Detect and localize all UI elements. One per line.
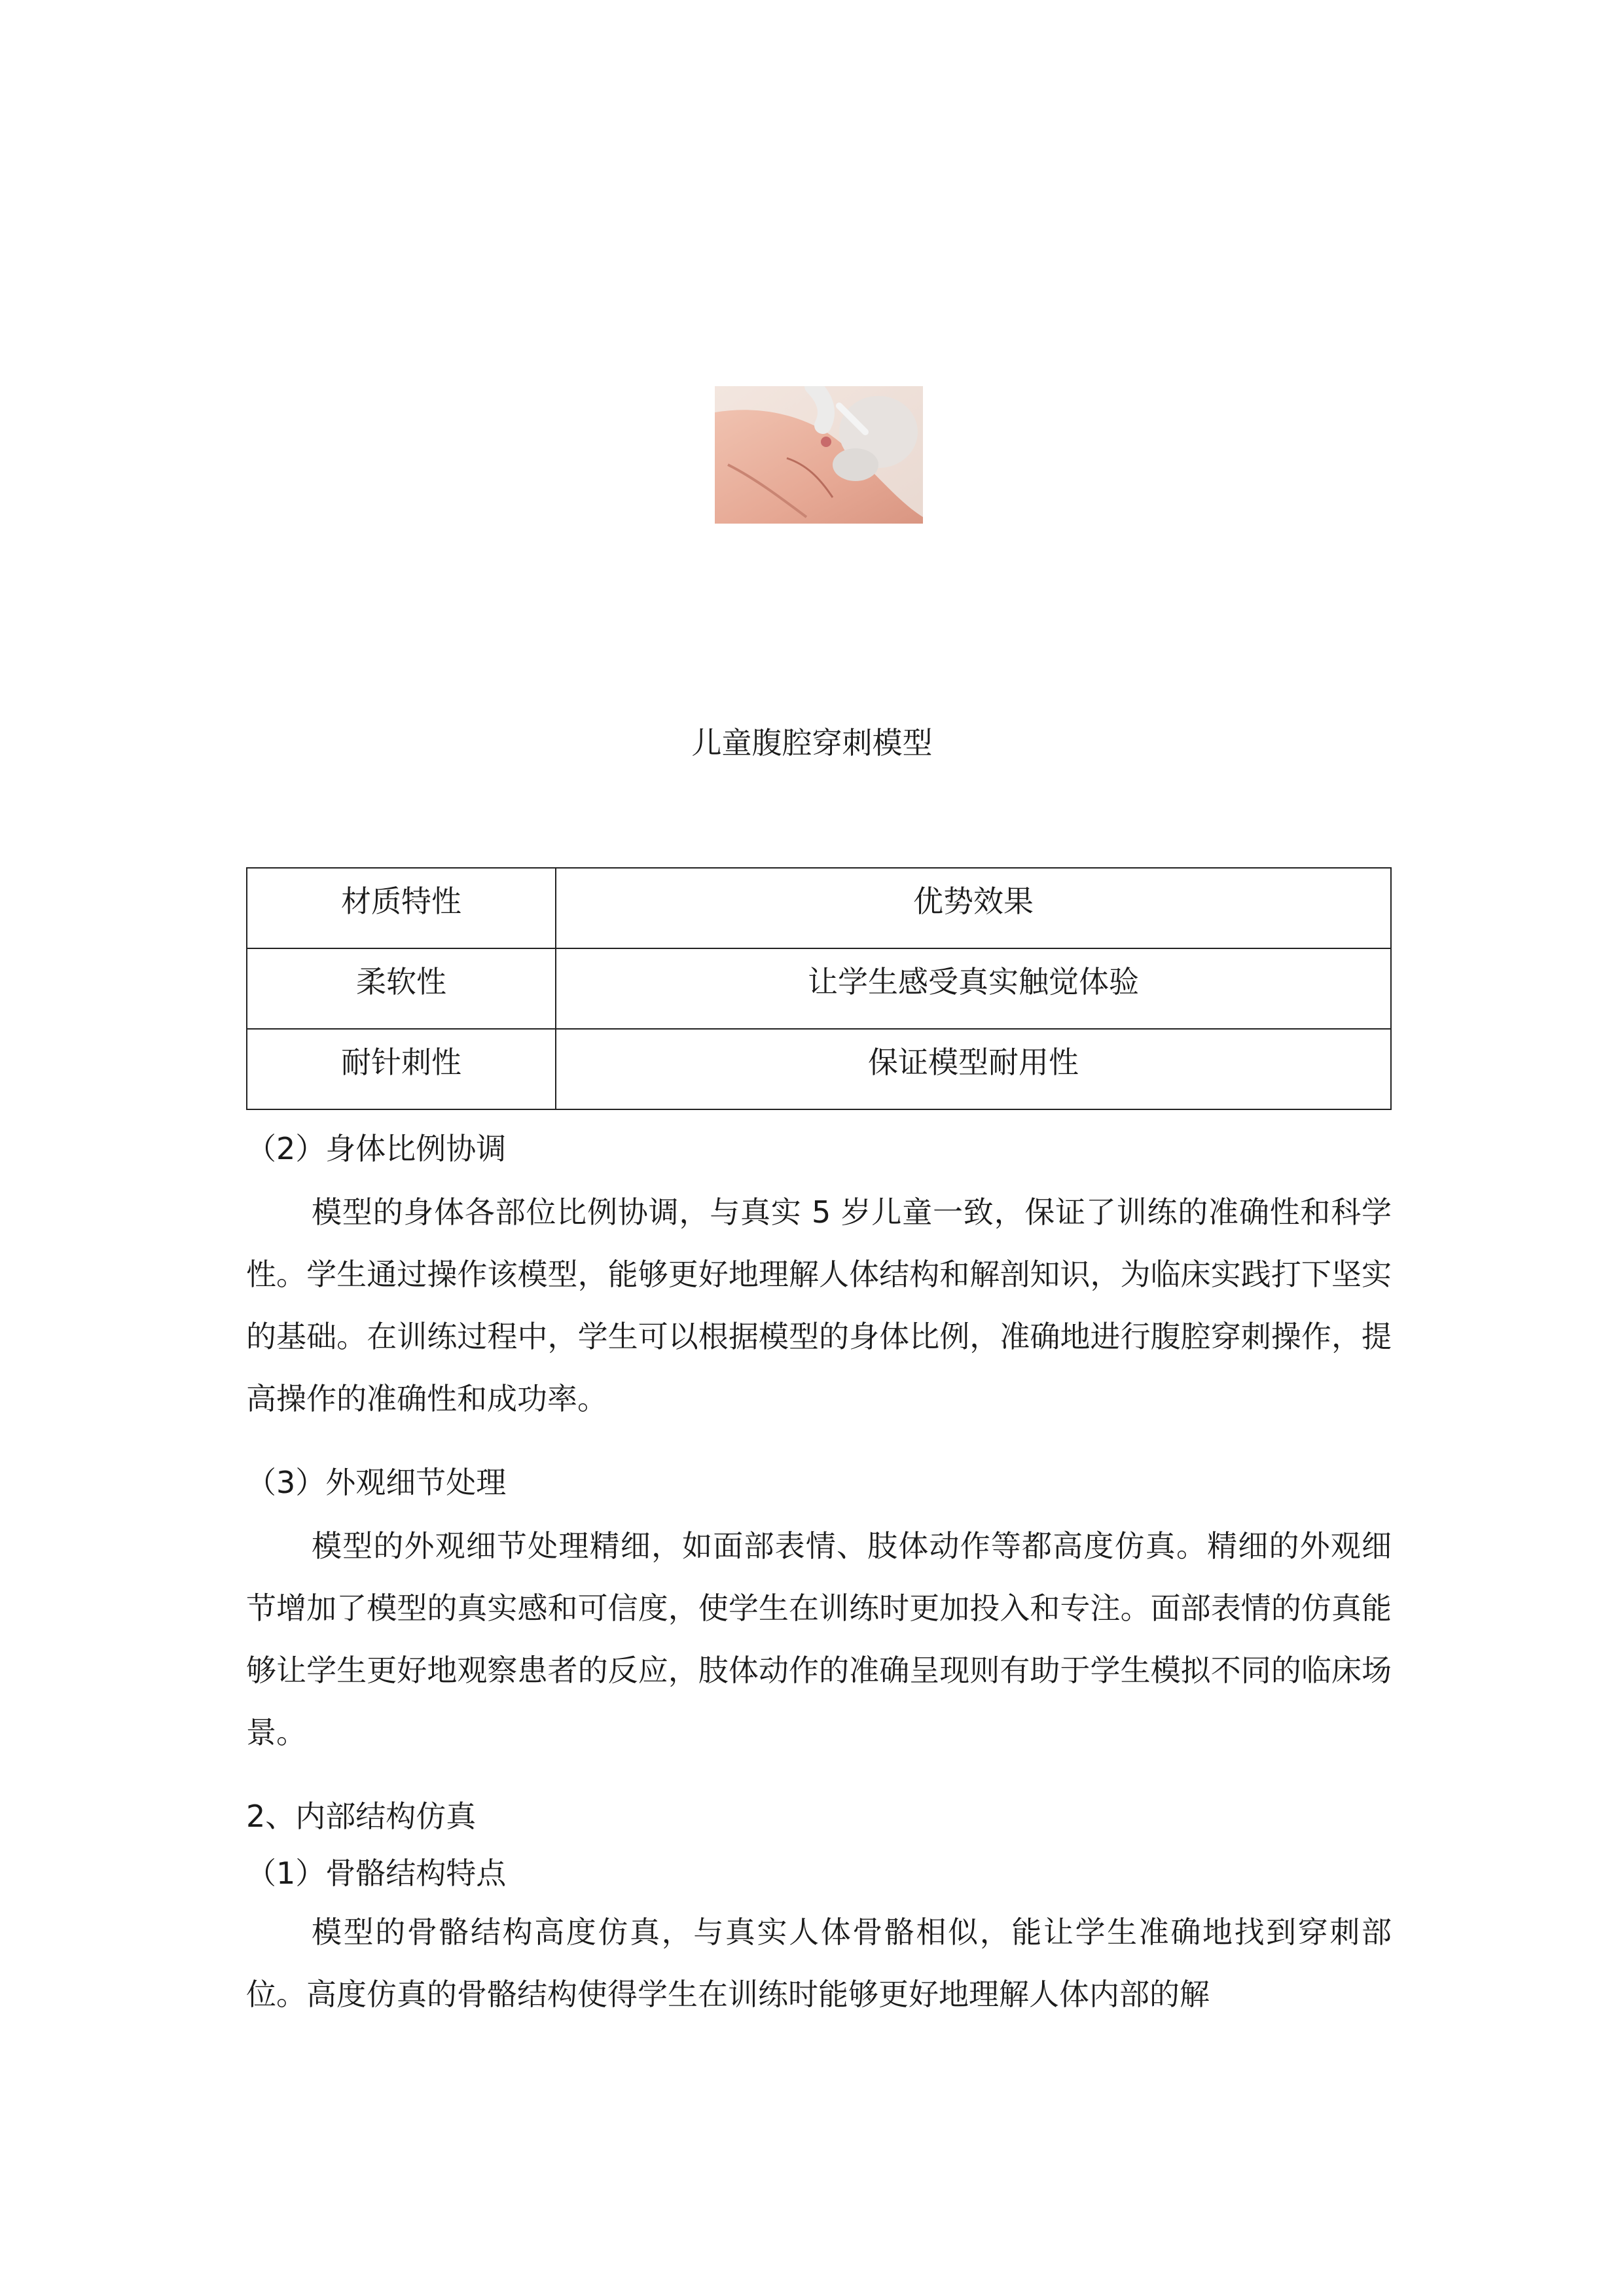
- section-heading-appearance-detail: （3）外观细节处理: [246, 1465, 507, 1500]
- table-cell: [556, 948, 1391, 1029]
- material-property-table: [246, 867, 1392, 1110]
- table-header-cell: [556, 868, 1391, 948]
- photo-illustration: [715, 386, 923, 524]
- figure-caption: 儿童腹腔穿刺模型: [691, 725, 933, 761]
- section-heading-body-proportion: （2）身体比例协调: [246, 1131, 507, 1166]
- part-heading-internal-structure: 2、内部结构仿真: [246, 1799, 477, 1834]
- abdominal-puncture-model-photo: [715, 386, 923, 524]
- table-header-row: [247, 868, 1391, 948]
- table-cell: [247, 1029, 556, 1109]
- table-row: [247, 948, 1391, 1029]
- table-header-cell: [247, 868, 556, 948]
- section-paragraph-body-proportion: 模型的身体各部位比例协调，与真实 5 岁儿童一致，保证了训练的准确性和科学性。学生通过操作该模型，能够更好地理解人体结构和解剖知识，为临床实践打下坚实的基础。在训练过程中，学生可以根据模型的身体比例，准确地进行腹腔穿刺操作，提高操作的准确性和成功率。: [246, 1194, 1392, 1416]
- section-heading-skeletal-structure: （1）骨骼结构特点: [246, 1856, 507, 1891]
- table-header-text: 优势效果: [913, 884, 1034, 919]
- section-paragraph-appearance-detail: 模型的外观细节处理精细，如面部表情、肢体动作等都高度仿真。精细的外观细节增加了模型的真实感和可信度，使学生在训练时更加投入和专注。面部表情的仿真能够让学生更好地观察患者的反应，肢体动作的准确呈现则有助于学生模拟不同的临床场景。: [246, 1528, 1392, 1750]
- table-cell-text: 保证模型耐用性: [868, 1045, 1079, 1080]
- table-cell: [556, 1029, 1391, 1109]
- table-cell-text: 柔软性: [356, 964, 446, 999]
- table-cell-text: 让学生感受真实触觉体验: [808, 964, 1139, 999]
- table-header-text: 材质特性: [341, 884, 461, 919]
- table-cell-text: 耐针刺性: [341, 1045, 461, 1080]
- section-paragraph-skeletal-structure: 模型的骨骼结构高度仿真，与真实人体骨骼相似，能让学生准确地找到穿刺部位。高度仿真的骨骼结构使得学生在训练时能够更好地理解人体内部的解: [246, 1914, 1392, 2012]
- table-row: [247, 1029, 1391, 1109]
- table-cell: [247, 948, 556, 1029]
